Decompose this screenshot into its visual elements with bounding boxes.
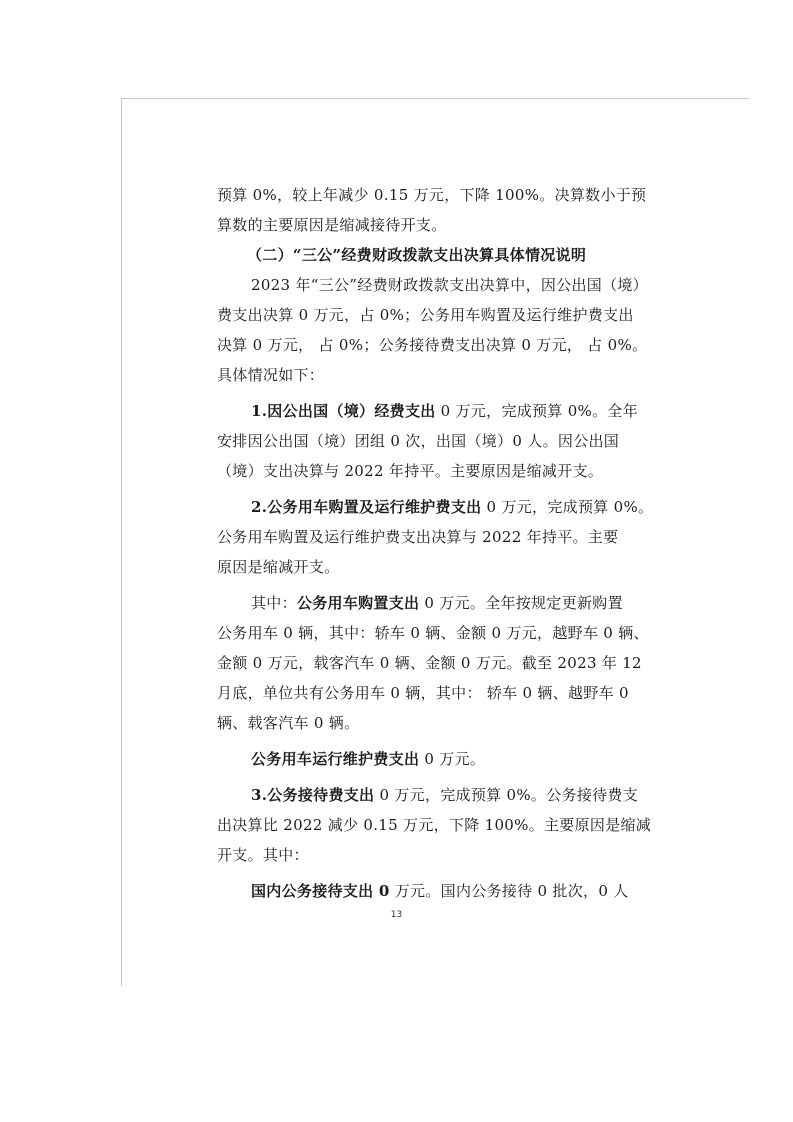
- text-span: 0 万元，完成预算 0%。公务接待费支: [374, 786, 639, 804]
- text-span: 0 万元，完成预算 0%。全年: [435, 402, 639, 420]
- text-line: [217, 588, 663, 618]
- text-span: 其中：: [251, 594, 297, 612]
- text-span: 万元。国内公务接待 0 批次，0 人: [389, 882, 629, 900]
- text-line: [217, 780, 663, 810]
- text-line: 安排因公出国（境）团组 0 次，出国（境）0 人。因公出国: [217, 432, 620, 450]
- text-line: 公务用车购置及运行维护费支出决算与 2022 年持平。主要: [217, 528, 619, 546]
- paragraph-budget-summary: [217, 180, 663, 240]
- bold-label: 公务用车购置支出: [296, 594, 420, 612]
- bold-label: 公务用车运行维护费支出: [251, 750, 420, 768]
- paragraph-vehicle-expenses: [217, 492, 663, 582]
- text-line: 2023 年“三公”经费财政拨款支出决算中，因公出国（境）: [251, 276, 648, 294]
- paragraph-domestic-reception: [217, 876, 663, 906]
- paragraph-three-public-overview: [217, 270, 663, 390]
- text-line: 辆、载客汽车 0 辆。: [217, 714, 360, 732]
- section-heading: （二）“三公”经费财政拨款支出决算具体情况说明: [247, 246, 587, 264]
- text-line: [217, 744, 663, 774]
- text-line: 决算 0 万元， 占 0%；公务接待费支出决算 0 万元， 占 0%。: [217, 336, 648, 354]
- paragraph-vehicle-maintenance: [217, 744, 663, 774]
- text-line: （境）支出决算与 2022 年持平。主要原因是缩减开支。: [217, 462, 604, 480]
- paragraph-reception-expenses: [217, 780, 663, 870]
- bold-label: 3.公务接待费支出: [251, 786, 375, 804]
- text-line: 出决算比 2022 减少 0.15 万元，下降 100%。主要原因是缩减: [217, 816, 652, 834]
- paragraph-vehicle-purchase: [217, 588, 663, 738]
- text-span: 0 万元。: [419, 750, 486, 768]
- page-border-top: [121, 98, 749, 99]
- text-line: 算数的主要原因是缩减接待开支。: [217, 216, 447, 234]
- text-line: 金额 0 万元，载客汽车 0 辆、金额 0 万元。截至 2023 年 12: [217, 654, 642, 672]
- page-border-left: [121, 98, 122, 986]
- text-line: [217, 876, 663, 906]
- bold-label: 国内公务接待支出 0: [251, 882, 390, 900]
- document-body: [217, 180, 663, 906]
- page-number: 13: [390, 910, 403, 920]
- paragraph-overseas-travel: [217, 396, 663, 486]
- bold-label: 1.因公出国（境）经费支出: [251, 402, 436, 420]
- text-line: 具体情况如下：: [217, 366, 325, 384]
- text-line: [217, 396, 663, 426]
- bold-label: 2.公务用车购置及运行维护费支出: [251, 498, 482, 516]
- text-span: 0 万元。全年按规定更新购置: [419, 594, 623, 612]
- text-line: [217, 492, 663, 522]
- text-line: 开支。其中：: [217, 846, 309, 864]
- text-line: 预算 0%，较上年减少 0.15 万元，下降 100%。决算数小于预: [217, 186, 647, 204]
- text-line: 公务用车 0 辆，其中：轿车 0 辆、金额 0 万元，越野车 0 辆、: [217, 624, 649, 642]
- text-line: 月底，单位共有公务用车 0 辆，其中： 轿车 0 辆、越野车 0: [217, 684, 629, 702]
- text-line: 费支出决算 0 万元，占 0%；公务用车购置及运行维护费支出: [217, 306, 634, 324]
- text-span: 0 万元，完成预算 0%。: [481, 498, 654, 516]
- text-line: 原因是缩减开支。: [217, 558, 340, 576]
